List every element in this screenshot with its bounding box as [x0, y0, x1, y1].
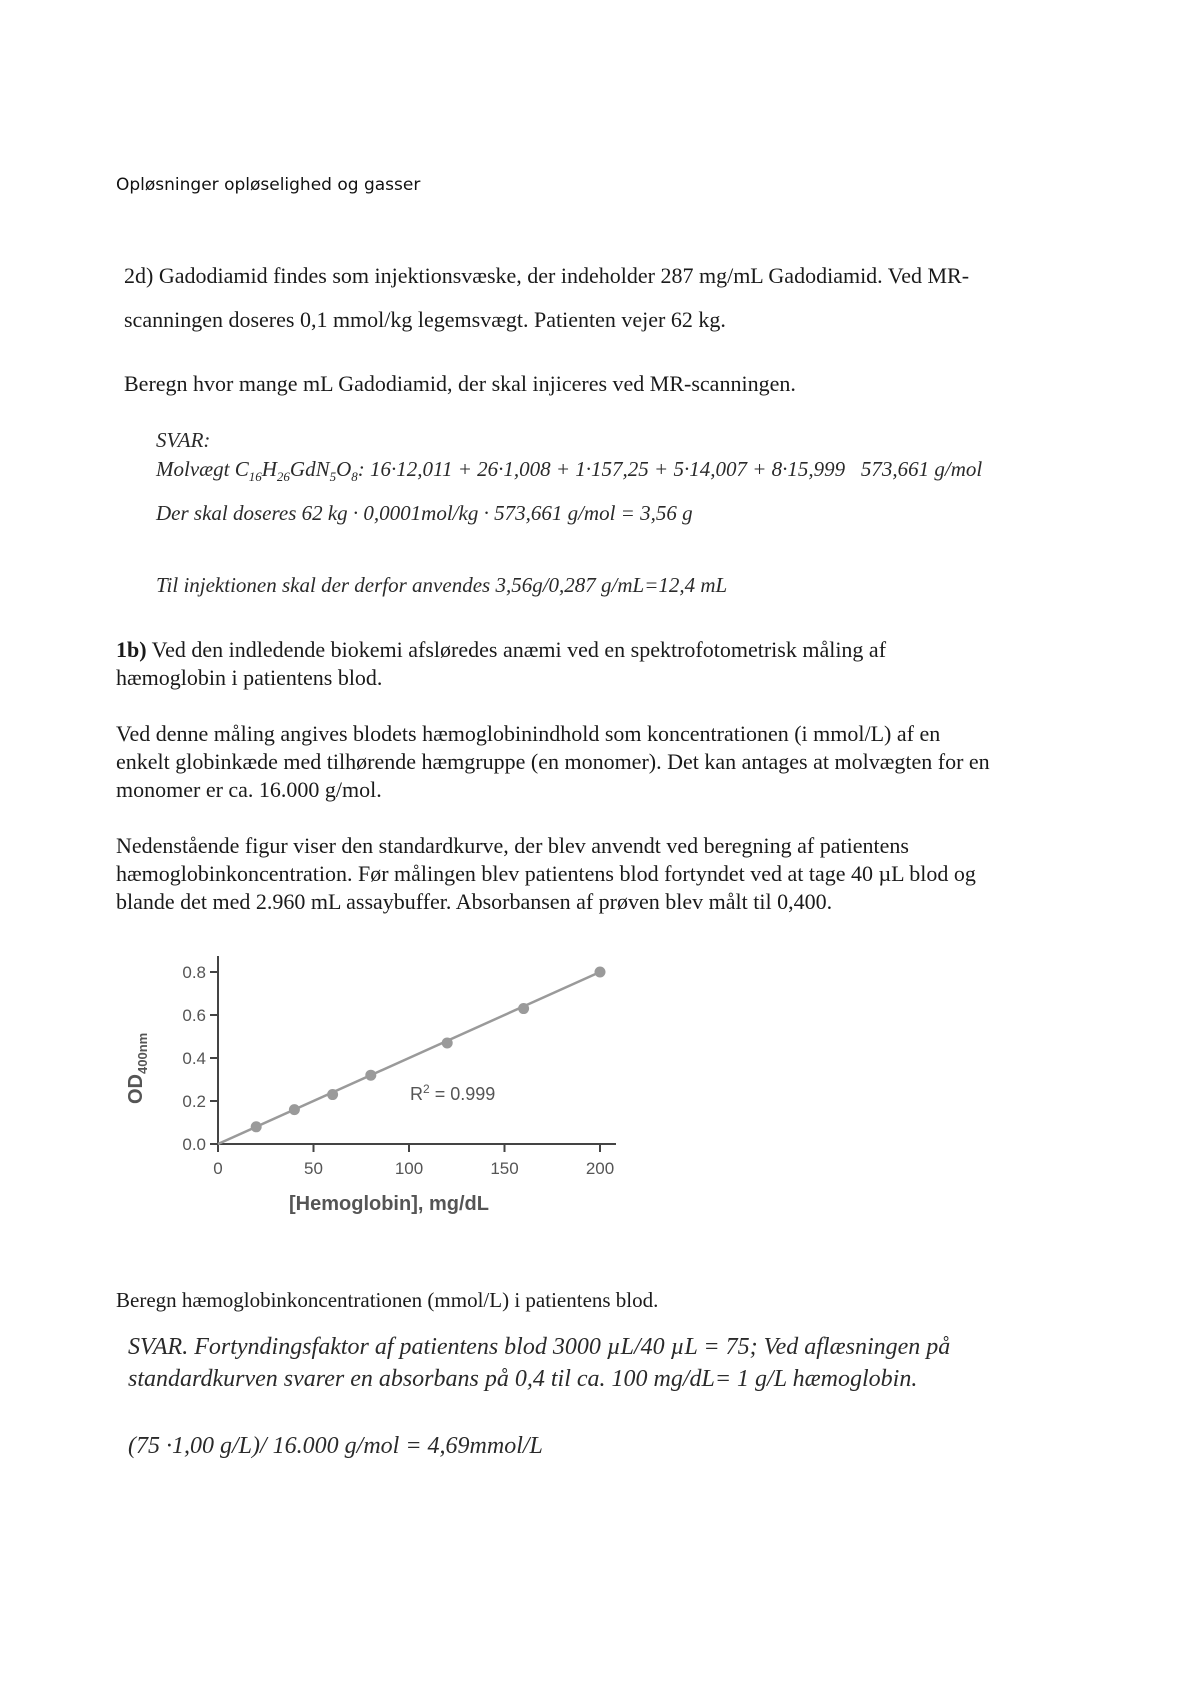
- q1b-p2-line3: monomer er ca. 16.000 g/mol.: [116, 777, 382, 802]
- r-squared-main: R: [410, 1084, 423, 1104]
- x-tick-label: 200: [585, 1159, 615, 1178]
- q1b-answer: [128, 1331, 950, 1395]
- page-header: Opløsninger opløselighed og gasser: [116, 175, 421, 195]
- data-point: [251, 1121, 262, 1132]
- sub-n: 5: [329, 469, 337, 485]
- formula-h: H: [261, 457, 277, 481]
- y-axis-label: [125, 1033, 150, 1104]
- q1b-label: 1b): [116, 637, 147, 662]
- q1b-p3-line1: Nedenstående figur viser den standardkurve, der blev anvendt ved beregning af patientens: [116, 833, 909, 858]
- formula-gdn: GdN: [289, 457, 330, 481]
- q1b-p2-line2: enkelt globinkæde med tilhørende hæmgruppe (en monomer). Det kan antages at molvægten for en: [116, 749, 990, 774]
- q2d-molvaegt-line: [156, 456, 982, 490]
- y-tick-label: 0.4: [182, 1049, 206, 1068]
- data-point: [442, 1037, 453, 1048]
- x-tick-label: 50: [304, 1159, 323, 1178]
- q1b-p3-line3: blande det med 2.960 mL assaybuffer. Absorbansen af prøven blev målt til 0,400.: [116, 889, 833, 914]
- data-point: [289, 1104, 300, 1115]
- q1b-svar-line1: SVAR. Fortyndingsfaktor af patientens blod 3000 µL/40 µL = 75; Ved aflæsningen på: [128, 1334, 951, 1360]
- fit-line: [218, 972, 600, 1144]
- y-axis-label-main: OD: [125, 1074, 147, 1104]
- sub-h: 26: [276, 469, 290, 485]
- data-point: [365, 1070, 376, 1081]
- q1b-paragraph-3: [116, 832, 1106, 916]
- x-axis-label: [Hemoglobin], mg/dL: [289, 1193, 489, 1215]
- q1b-paragraph-2: [116, 720, 1106, 804]
- q1b-svar-line2: standardkurven svarer en absorbans på 0,4 til ca. 100 mg/dL= 1 g/L hæmoglobin.: [128, 1366, 918, 1392]
- q1b-p1-rest: Ved den indledende biokemi afsløredes anæmi ved en spektrofotometrisk måling af: [146, 637, 887, 662]
- sub-o: 8: [351, 469, 358, 485]
- q2d-svar-label: SVAR:: [156, 428, 211, 452]
- standard-curve-chart: [100, 940, 620, 1220]
- y-axis-label-sub: 400nm: [135, 1032, 150, 1074]
- data-point: [518, 1003, 529, 1014]
- r-squared-annotation: [410, 1082, 495, 1104]
- molvaegt-prefix: Molvægt C: [156, 457, 249, 481]
- q2d-question: Beregn hvor mange mL Gadodiamid, der skal injiceres ved MR-scanningen.: [124, 371, 796, 396]
- r-squared-sup: 2: [423, 1082, 430, 1096]
- x-tick-label: 100: [394, 1159, 424, 1178]
- y-tick-label: 0.8: [182, 963, 206, 982]
- y-tick-label: 0.0: [182, 1135, 206, 1154]
- data-point: [595, 967, 606, 978]
- sub-c: 16: [248, 469, 262, 485]
- molvaegt-calc: : 16·12,011 + 26·1,008 + 1·157,25 + 5·14,007 + 8·15,999 573,661 g/mol: [357, 457, 983, 481]
- q1b-p3-line2: hæmoglobinkoncentration. Før målingen blev patientens blod fortyndet ved at tage 40 µL blod og: [116, 861, 976, 886]
- q1b-p2-line1: Ved denne måling angives blodets hæmoglobinindhold som koncentrationen (i mmol/L) af en: [116, 721, 941, 746]
- q2d-dose-line: Der skal doseres 62 kg · 0,0001mol/kg · 573,661 g/mol = 3,56 g: [156, 501, 693, 525]
- q2d-line1: 2d) Gadodiamid findes som injektionsvæske, der indeholder 287 mg/mL Gadodiamid. Ved MR-: [124, 263, 970, 288]
- y-tick-label: 0.6: [182, 1006, 206, 1025]
- y-tick-label: 0.2: [182, 1092, 206, 1111]
- r-squared-value: = 0.999: [429, 1084, 496, 1104]
- q1b-intro: [116, 636, 1106, 692]
- q1b-question: Beregn hæmoglobinkoncentrationen (mmol/L) i patientens blod.: [116, 1288, 659, 1312]
- q1b-p1-line2: hæmoglobin i patientens blod.: [116, 665, 383, 690]
- q2d-text: [124, 262, 1114, 334]
- data-point: [327, 1089, 338, 1100]
- q2d-line2: scanningen doseres 0,1 mmol/kg legemsvægt. Patienten vejer 62 kg.: [124, 307, 726, 332]
- x-tick-label: 150: [490, 1159, 519, 1178]
- q1b-result: (75 ·1,00 g/L)/ 16.000 g/mol = 4,69mmol/L: [128, 1433, 543, 1459]
- q2d-injection-line: Til injektionen skal der derfor anvendes 3,56g/0,287 g/mL=12,4 mL: [156, 573, 728, 597]
- formula-o: O: [336, 457, 352, 481]
- x-tick-label: 0: [213, 1159, 223, 1178]
